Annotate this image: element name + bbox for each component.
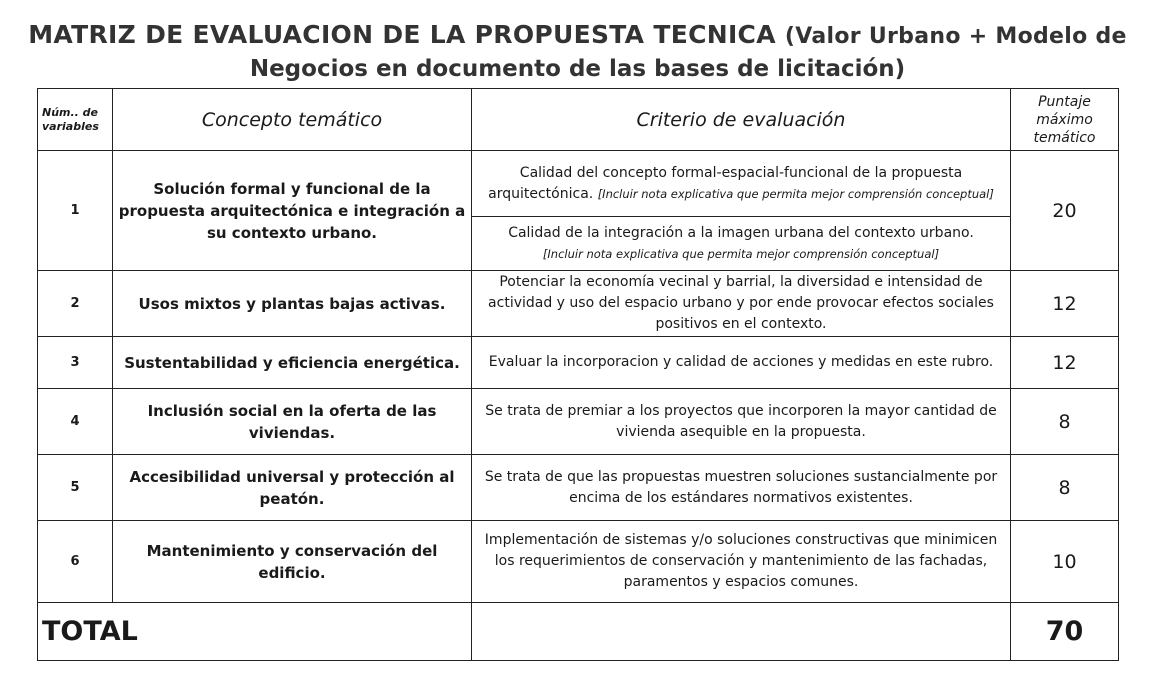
- row-num: 3: [38, 337, 113, 389]
- total-label: TOTAL: [38, 603, 472, 661]
- row-points: 8: [1011, 389, 1119, 455]
- document-title: [0, 18, 1155, 86]
- row-points: 20: [1011, 151, 1119, 271]
- title-line2: Negocios en documento de las bases de licitación): [249, 56, 906, 82]
- row-criteria: Se trata de premiar a los proyectos que incorporen la mayor cantidad de vivienda asequible en la propuesta.: [472, 389, 1011, 455]
- row-num: 2: [38, 271, 113, 337]
- row-num: 1: [38, 151, 113, 271]
- table-row: [38, 151, 1119, 217]
- row-concept: Accesibilidad universal y protección al peatón.: [113, 455, 472, 521]
- row-criteria: Potenciar la economía vecinal y barrial, la diversidad e intensidad de actividad y uso del espacio urbano y por ende provocar efectos sociales positivos en el contexto.: [472, 271, 1011, 337]
- header-points: Puntaje máximo temático: [1011, 89, 1119, 151]
- row-concept: Mantenimiento y conservación del edificio.: [113, 521, 472, 603]
- row-criteria: [472, 217, 1011, 271]
- row-concept: Usos mixtos y plantas bajas activas.: [113, 271, 472, 337]
- row-concept: Solución formal y funcional de la propuesta arquitectónica e integración a su contexto urbano.: [113, 151, 472, 271]
- row-concept: Sustentabilidad y eficiencia energética.: [113, 337, 472, 389]
- row-points: 10: [1011, 521, 1119, 603]
- row-criteria: Se trata de que las propuestas muestren soluciones sustancialmente por encima de los estándares normativos existentes.: [472, 455, 1011, 521]
- total-empty-cell: [472, 603, 1011, 661]
- row-num: 5: [38, 455, 113, 521]
- row-concept: Inclusión social en la oferta de las viviendas.: [113, 389, 472, 455]
- row-criteria: Evaluar la incorporacion y calidad de acciones y medidas en este rubro.: [472, 337, 1011, 389]
- evaluation-matrix: [37, 88, 1119, 661]
- criteria-note: [Incluir nota explicativa que permita mejor comprensión conceptual]: [597, 186, 994, 201]
- criteria-text: Calidad del concepto formal-espacial-funcional de la propuesta arquitectónica.: [488, 164, 963, 202]
- table-row: [38, 455, 1119, 521]
- total-row: [38, 603, 1119, 661]
- criteria-text: Calidad de la integración a la imagen urbana del contexto urbano.: [508, 224, 974, 241]
- table-row: [38, 389, 1119, 455]
- row-num: 4: [38, 389, 113, 455]
- title-paren: (Valor Urbano + Modelo de: [784, 24, 1127, 49]
- criteria-note: [Incluir nota explicativa que permita mejor comprensión conceptual]: [542, 246, 940, 261]
- table-row: [38, 521, 1119, 603]
- header-row: [38, 89, 1119, 151]
- row-points: 12: [1011, 271, 1119, 337]
- row-points: 12: [1011, 337, 1119, 389]
- table-row: [38, 271, 1119, 337]
- header-concept: Concepto temático: [113, 89, 472, 151]
- row-criteria: Implementación de sistemas y/o soluciones constructivas que minimicen los requerimientos de conservación y mantenimiento de las fachadas, paramentos y espacios comunes.: [472, 521, 1011, 603]
- row-num: 6: [38, 521, 113, 603]
- row-criteria: [472, 151, 1011, 217]
- table-row: [38, 337, 1119, 389]
- title-main: MATRIZ DE EVALUACION DE LA PROPUESTA TECNICA: [28, 20, 776, 49]
- header-criteria: Criterio de evaluación: [472, 89, 1011, 151]
- header-num: Núm.. de variables: [38, 89, 113, 151]
- total-value: 70: [1011, 603, 1119, 661]
- row-points: 8: [1011, 455, 1119, 521]
